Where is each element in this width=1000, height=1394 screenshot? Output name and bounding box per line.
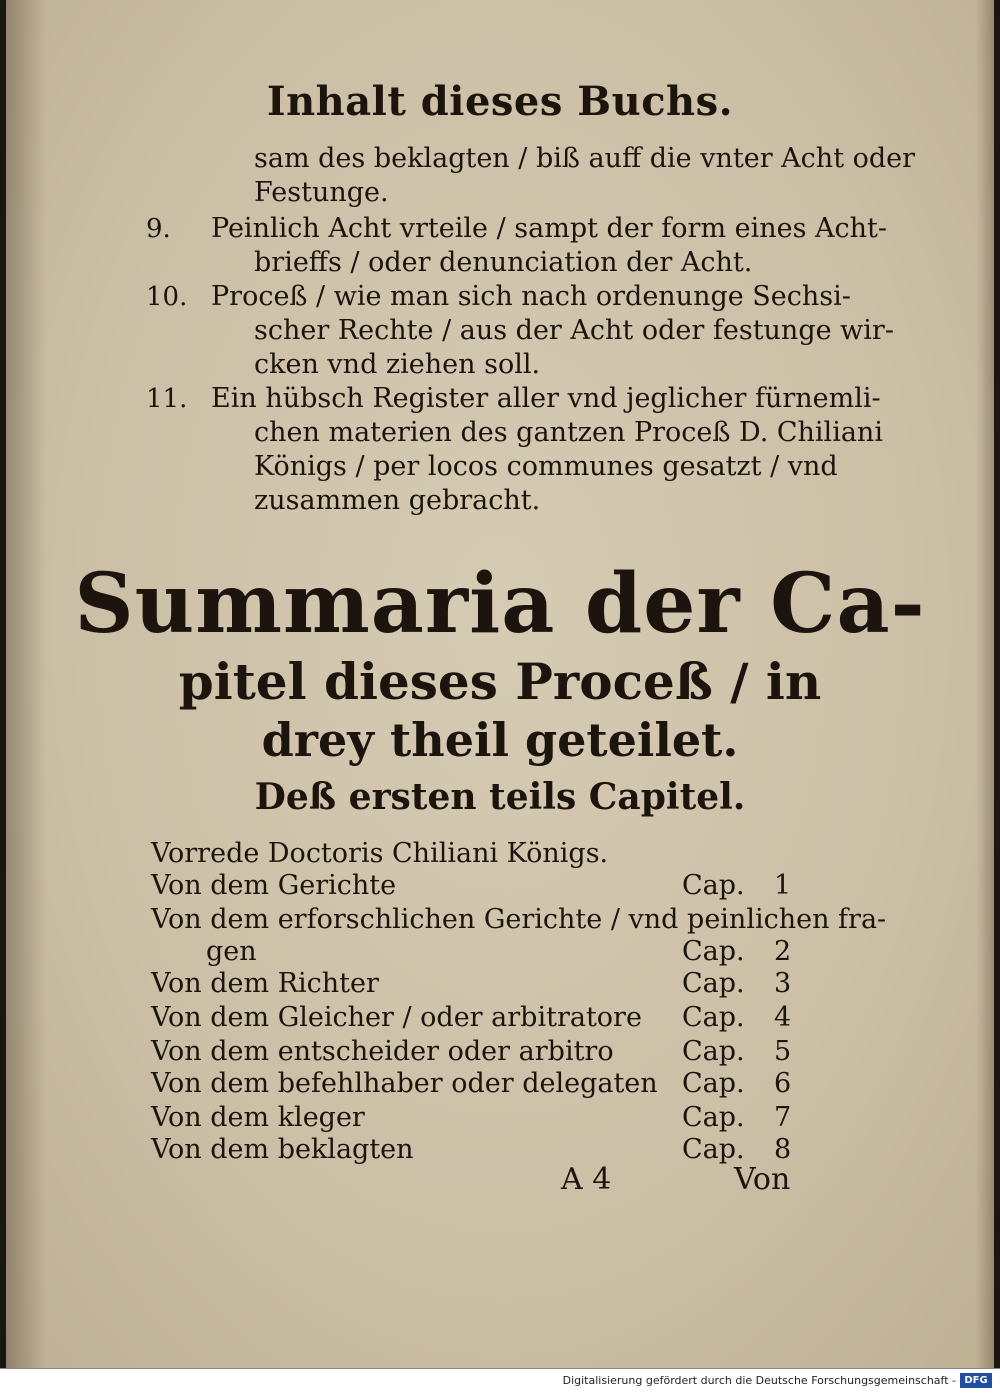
- chapter-number: 2: [774, 936, 792, 967]
- chapter-number: 5: [774, 1036, 792, 1067]
- chapter-title: Von dem Richter: [151, 968, 379, 999]
- toc-line: Festunge.: [254, 177, 389, 208]
- chapter-title: Von dem Gerichte: [151, 870, 397, 901]
- toc-number: 9.: [146, 214, 171, 244]
- chapter-title: Von dem kleger: [151, 1102, 365, 1133]
- chapter-title: Von dem beklagten: [151, 1134, 414, 1165]
- toc-number: 10.: [146, 282, 188, 312]
- chapter-number: 3: [774, 968, 792, 999]
- signature-mark: A 4: [561, 1162, 612, 1197]
- toc-line: cken vnd ziehen soll.: [254, 349, 541, 380]
- running-head: Inhalt dieses Buchs.: [266, 78, 734, 125]
- toc-line: zusammen gebracht.: [254, 485, 541, 516]
- dfg-logo-label: DFG: [964, 1375, 988, 1386]
- chapter-row: [6, 1036, 994, 1068]
- toc-line: chen materien des gantzen Proceß D. Chiliani: [254, 417, 883, 448]
- chapter-title: Von dem erforschlichen Gerichte / vnd peinlichen fra-: [151, 904, 887, 935]
- chapter-number: 8: [774, 1134, 792, 1165]
- toc-line: Königs / per locos communes gesatzt / vnd: [254, 451, 838, 482]
- chapter-row: [6, 1134, 994, 1166]
- chapter-row: [6, 1002, 994, 1034]
- book-page: [6, 0, 994, 1368]
- chapter-title: gen: [206, 936, 257, 967]
- summary-heading-line-2: pitel dieses Proceß / in: [178, 652, 822, 711]
- chapter-row: [6, 904, 994, 936]
- chapter-row: [6, 936, 994, 968]
- toc-line: sam des beklagten / biß auff die vnter Acht oder: [254, 143, 916, 174]
- preface-title: Vorrede Doctoris Chiliani Königs.: [151, 838, 609, 869]
- chapter-cap-label: Cap.: [682, 1134, 745, 1165]
- chapter-title: Von dem Gleicher / oder arbitratore: [151, 1002, 642, 1033]
- chapter-cap-label: Cap.: [682, 1002, 745, 1033]
- toc-line: Ein hübsch Register aller vnd jeglicher fürnemli-: [211, 383, 881, 414]
- chapter-title: Von dem entscheider oder arbitro: [151, 1036, 614, 1067]
- chapter-cap-label: Cap.: [682, 936, 745, 967]
- summary-heading-line-3: drey theil geteilet.: [261, 713, 739, 767]
- chapter-cap-label: Cap.: [682, 1036, 745, 1067]
- chapter-number: 4: [774, 1002, 792, 1033]
- chapter-cap-label: Cap.: [682, 968, 745, 999]
- footer-credit: Digitalisierung gefördert durch die Deutsche Forschungsgemeinschaft -: [562, 1374, 956, 1387]
- chapter-title: Von dem befehlhaber oder delegaten: [151, 1068, 658, 1099]
- chapter-row: [6, 968, 994, 1000]
- chapter-cap-label: Cap.: [682, 1102, 745, 1133]
- catchword: Von: [734, 1162, 791, 1197]
- chapter-row: [6, 1102, 994, 1134]
- chapter-number: 6: [774, 1068, 792, 1099]
- chapter-cap-label: Cap.: [682, 870, 745, 901]
- toc-line: Proceß / wie man sich nach ordenunge Sechsi-: [211, 281, 851, 312]
- toc-number: 11.: [146, 384, 188, 414]
- chapter-cap-label: Cap.: [682, 1068, 745, 1099]
- summary-heading-line-1: Summaria der Ca-: [74, 556, 926, 652]
- chapter-number: 1: [774, 870, 792, 901]
- chapter-row: [6, 870, 994, 902]
- dfg-logo[interactable]: [960, 1373, 992, 1388]
- section-subheading: Deß ersten teils Capitel.: [254, 776, 746, 818]
- chapter-number: 7: [774, 1102, 792, 1133]
- toc-line: brieffs / oder denunciation der Acht.: [254, 247, 753, 278]
- preface-line: [6, 838, 994, 870]
- footer-bar: [0, 1368, 1000, 1394]
- chapter-row: [6, 1068, 994, 1100]
- toc-line: Peinlich Acht vrteile / sampt der form eines Acht-: [211, 213, 888, 244]
- toc-line: scher Rechte / aus der Acht oder festunge wir-: [254, 315, 894, 346]
